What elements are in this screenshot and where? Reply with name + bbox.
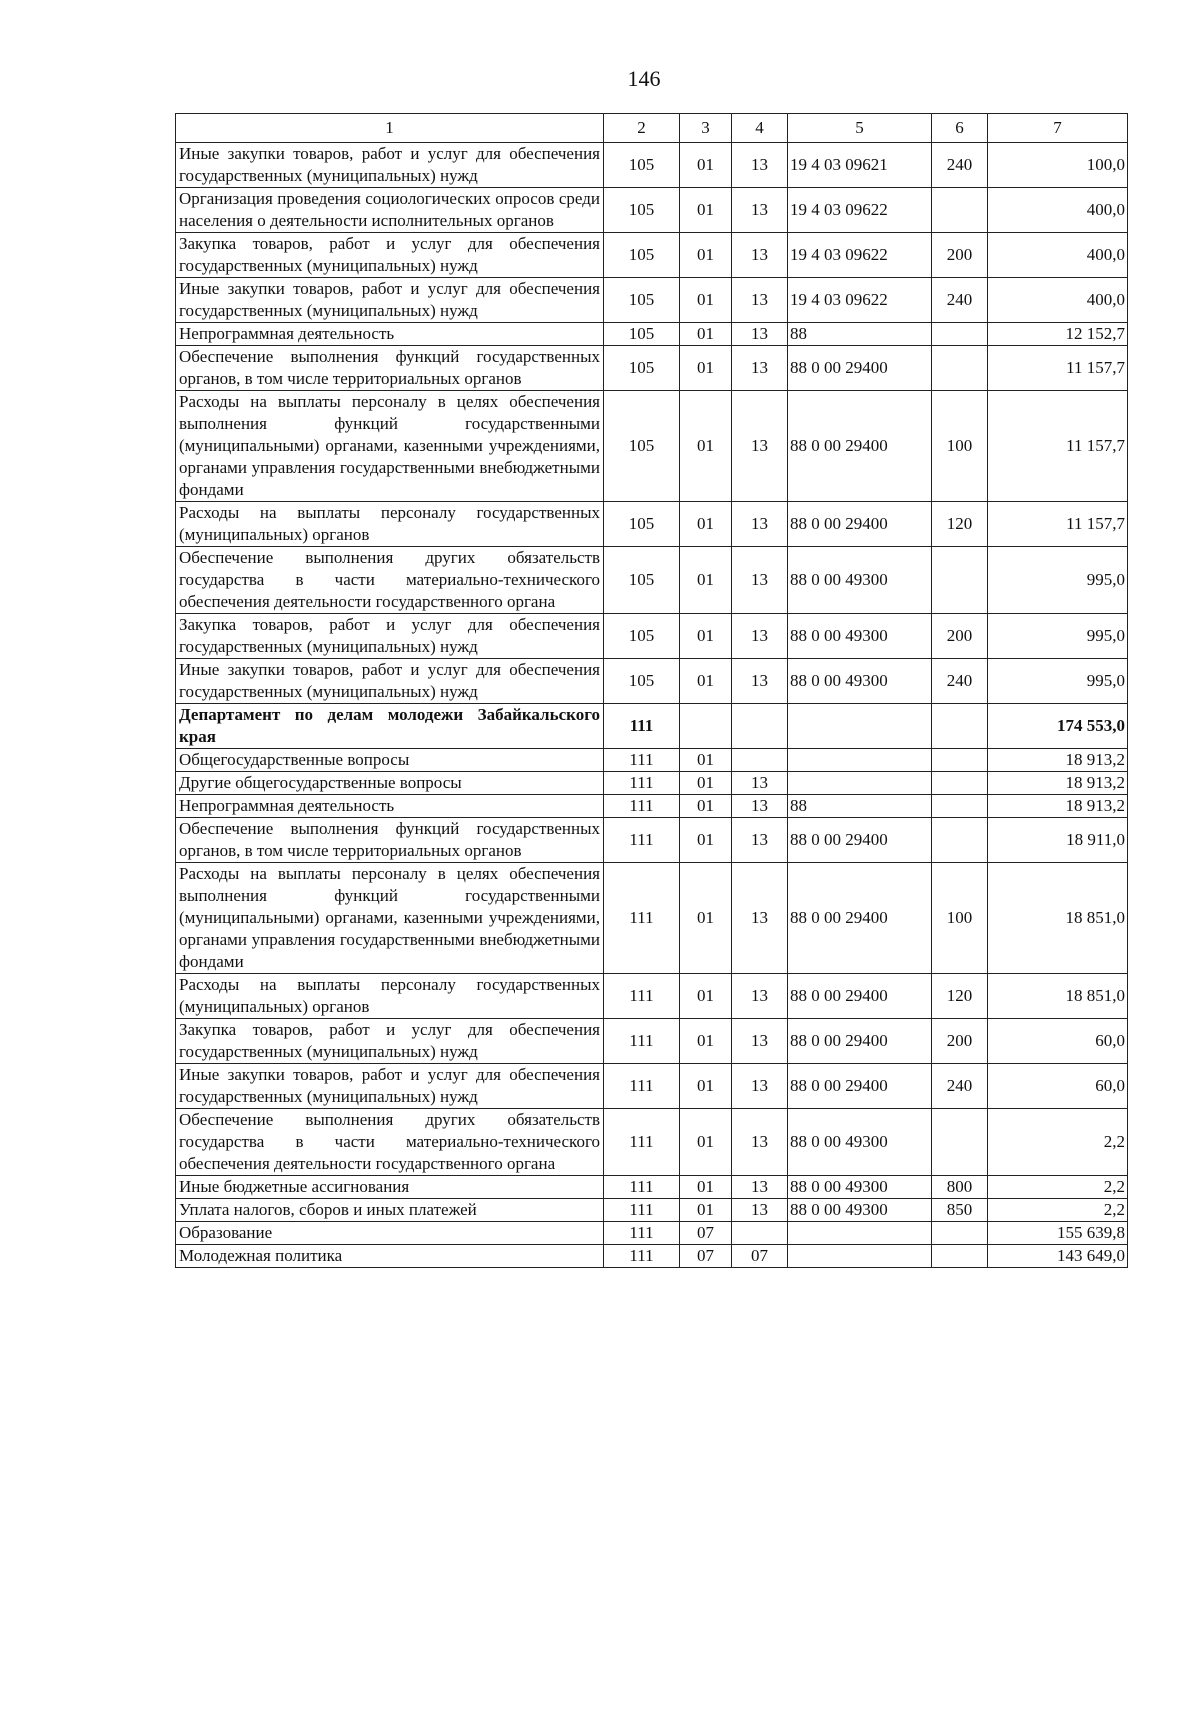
amount-cell: 11 157,7 bbox=[988, 391, 1128, 502]
code-cell: 111 bbox=[604, 1199, 680, 1222]
section-cell: 01 bbox=[680, 278, 732, 323]
section-cell: 01 bbox=[680, 818, 732, 863]
table-header-row bbox=[176, 114, 1128, 143]
row-name-cell: Иные закупки товаров, работ и услуг для обеспечения государственных (муниципальных) нужд bbox=[176, 143, 604, 188]
row-name-cell: Иные бюджетные ассигнования bbox=[176, 1176, 604, 1199]
subsection-cell: 13 bbox=[732, 1019, 788, 1064]
section-cell: 01 bbox=[680, 143, 732, 188]
code-cell: 111 bbox=[604, 749, 680, 772]
expense-type-cell: 240 bbox=[932, 143, 988, 188]
code-cell: 111 bbox=[604, 1176, 680, 1199]
row-name-cell: Обеспечение выполнения функций государственных органов, в том числе территориальных органов bbox=[176, 818, 604, 863]
subsection-cell: 13 bbox=[732, 391, 788, 502]
subsection-cell: 13 bbox=[732, 143, 788, 188]
subsection-cell bbox=[732, 704, 788, 749]
code-cell: 105 bbox=[604, 659, 680, 704]
target-article-cell: 88 0 00 29400 bbox=[788, 391, 932, 502]
section-cell: 01 bbox=[680, 659, 732, 704]
subsection-cell bbox=[732, 1222, 788, 1245]
expense-type-cell: 120 bbox=[932, 974, 988, 1019]
amount-cell: 12 152,7 bbox=[988, 323, 1128, 346]
expense-type-cell: 850 bbox=[932, 1199, 988, 1222]
header-cell: 5 bbox=[788, 114, 932, 143]
section-cell: 01 bbox=[680, 1176, 732, 1199]
table-row bbox=[176, 795, 1128, 818]
target-article-cell bbox=[788, 772, 932, 795]
expense-type-cell: 200 bbox=[932, 1019, 988, 1064]
table-row bbox=[176, 1176, 1128, 1199]
page-number: 146 bbox=[627, 66, 661, 91]
subsection-cell: 13 bbox=[732, 188, 788, 233]
table-row bbox=[176, 346, 1128, 391]
section-cell: 01 bbox=[680, 547, 732, 614]
code-cell: 105 bbox=[604, 233, 680, 278]
row-name-cell: Департамент по делам молодежи Забайкальского края bbox=[176, 704, 604, 749]
table-row bbox=[176, 1199, 1128, 1222]
row-name-cell: Иные закупки товаров, работ и услуг для обеспечения государственных (муниципальных) нужд bbox=[176, 1064, 604, 1109]
section-cell: 01 bbox=[680, 323, 732, 346]
row-name-cell: Молодежная политика bbox=[176, 1245, 604, 1268]
subsection-cell: 13 bbox=[732, 795, 788, 818]
section-cell: 01 bbox=[680, 795, 732, 818]
amount-cell: 2,2 bbox=[988, 1199, 1128, 1222]
expense-type-cell: 120 bbox=[932, 502, 988, 547]
table-row bbox=[176, 818, 1128, 863]
subsection-cell: 13 bbox=[732, 659, 788, 704]
section-cell: 07 bbox=[680, 1222, 732, 1245]
header-cell: 3 bbox=[680, 114, 732, 143]
amount-cell: 11 157,7 bbox=[988, 502, 1128, 547]
row-name-cell: Общегосударственные вопросы bbox=[176, 749, 604, 772]
subsection-cell: 13 bbox=[732, 323, 788, 346]
amount-cell: 60,0 bbox=[988, 1019, 1128, 1064]
subsection-cell: 07 bbox=[732, 1245, 788, 1268]
target-article-cell: 88 0 00 29400 bbox=[788, 1064, 932, 1109]
subsection-cell: 13 bbox=[732, 1199, 788, 1222]
expense-type-cell bbox=[932, 323, 988, 346]
budget-table bbox=[175, 113, 1128, 1268]
expense-type-cell: 200 bbox=[932, 233, 988, 278]
row-name-cell: Организация проведения социологических опросов среди населения о деятельности исполнительных органов bbox=[176, 188, 604, 233]
header-cell: 6 bbox=[932, 114, 988, 143]
expense-type-cell bbox=[932, 772, 988, 795]
row-name-cell: Закупка товаров, работ и услуг для обеспечения государственных (муниципальных) нужд bbox=[176, 1019, 604, 1064]
header-cell: 4 bbox=[732, 114, 788, 143]
section-cell: 01 bbox=[680, 502, 732, 547]
expense-type-cell: 240 bbox=[932, 1064, 988, 1109]
table-row bbox=[176, 974, 1128, 1019]
target-article-cell: 88 0 00 49300 bbox=[788, 659, 932, 704]
expense-type-cell: 100 bbox=[932, 863, 988, 974]
section-cell: 01 bbox=[680, 1109, 732, 1176]
target-article-cell: 88 0 00 29400 bbox=[788, 818, 932, 863]
code-cell: 105 bbox=[604, 323, 680, 346]
subsection-cell: 13 bbox=[732, 1176, 788, 1199]
amount-cell: 18 913,2 bbox=[988, 749, 1128, 772]
code-cell: 111 bbox=[604, 772, 680, 795]
target-article-cell: 88 0 00 49300 bbox=[788, 1109, 932, 1176]
code-cell: 111 bbox=[604, 704, 680, 749]
row-name-cell: Обеспечение выполнения других обязательств государства в части материально-технического обеспечения деятельности государственного органа bbox=[176, 547, 604, 614]
subsection-cell: 13 bbox=[732, 863, 788, 974]
target-article-cell: 19 4 03 09622 bbox=[788, 278, 932, 323]
amount-cell: 995,0 bbox=[988, 614, 1128, 659]
amount-cell: 995,0 bbox=[988, 659, 1128, 704]
amount-cell: 100,0 bbox=[988, 143, 1128, 188]
row-name-cell: Другие общегосударственные вопросы bbox=[176, 772, 604, 795]
target-article-cell: 88 0 00 29400 bbox=[788, 502, 932, 547]
amount-cell: 18 851,0 bbox=[988, 863, 1128, 974]
subsection-cell: 13 bbox=[732, 346, 788, 391]
target-article-cell: 88 bbox=[788, 323, 932, 346]
code-cell: 105 bbox=[604, 188, 680, 233]
subsection-cell: 13 bbox=[732, 233, 788, 278]
table-row bbox=[176, 659, 1128, 704]
amount-cell: 60,0 bbox=[988, 1064, 1128, 1109]
expense-type-cell: 240 bbox=[932, 659, 988, 704]
code-cell: 111 bbox=[604, 863, 680, 974]
amount-cell: 18 913,2 bbox=[988, 772, 1128, 795]
table-row bbox=[176, 1064, 1128, 1109]
amount-cell: 174 553,0 bbox=[988, 704, 1128, 749]
row-name-cell: Расходы на выплаты персоналу государственных (муниципальных) органов bbox=[176, 502, 604, 547]
table-row bbox=[176, 749, 1128, 772]
section-cell: 01 bbox=[680, 1199, 732, 1222]
table-row bbox=[176, 502, 1128, 547]
subsection-cell: 13 bbox=[732, 772, 788, 795]
target-article-cell bbox=[788, 1222, 932, 1245]
subsection-cell: 13 bbox=[732, 1064, 788, 1109]
amount-cell: 400,0 bbox=[988, 278, 1128, 323]
expense-type-cell: 800 bbox=[932, 1176, 988, 1199]
section-cell: 01 bbox=[680, 974, 732, 1019]
code-cell: 105 bbox=[604, 278, 680, 323]
amount-cell: 11 157,7 bbox=[988, 346, 1128, 391]
table-row bbox=[176, 188, 1128, 233]
amount-cell: 995,0 bbox=[988, 547, 1128, 614]
target-article-cell: 88 0 00 29400 bbox=[788, 974, 932, 1019]
row-name-cell: Непрограммная деятельность bbox=[176, 795, 604, 818]
amount-cell: 400,0 bbox=[988, 233, 1128, 278]
row-name-cell: Закупка товаров, работ и услуг для обеспечения государственных (муниципальных) нужд bbox=[176, 233, 604, 278]
table-row bbox=[176, 772, 1128, 795]
section-cell: 01 bbox=[680, 1019, 732, 1064]
expense-type-cell: 100 bbox=[932, 391, 988, 502]
amount-cell: 2,2 bbox=[988, 1176, 1128, 1199]
target-article-cell: 88 bbox=[788, 795, 932, 818]
row-name-cell: Обеспечение выполнения других обязательств государства в части материально-технического обеспечения деятельности государственного органа bbox=[176, 1109, 604, 1176]
code-cell: 105 bbox=[604, 391, 680, 502]
row-name-cell: Иные закупки товаров, работ и услуг для обеспечения государственных (муниципальных) нужд bbox=[176, 278, 604, 323]
expense-type-cell bbox=[932, 1222, 988, 1245]
amount-cell: 155 639,8 bbox=[988, 1222, 1128, 1245]
target-article-cell bbox=[788, 1245, 932, 1268]
section-cell: 01 bbox=[680, 391, 732, 502]
table-row bbox=[176, 863, 1128, 974]
row-name-cell: Расходы на выплаты персоналу в целях обеспечения выполнения функций государственными (муниципальными) органами, казенными учреждениями, органами управления государственными внебюджетными фондами bbox=[176, 391, 604, 502]
expense-type-cell bbox=[932, 704, 988, 749]
table-row bbox=[176, 233, 1128, 278]
amount-cell: 18 911,0 bbox=[988, 818, 1128, 863]
target-article-cell: 19 4 03 09622 bbox=[788, 188, 932, 233]
target-article-cell bbox=[788, 749, 932, 772]
expense-type-cell: 240 bbox=[932, 278, 988, 323]
target-article-cell: 88 0 00 29400 bbox=[788, 1019, 932, 1064]
row-name-cell: Уплата налогов, сборов и иных платежей bbox=[176, 1199, 604, 1222]
row-name-cell: Непрограммная деятельность bbox=[176, 323, 604, 346]
section-cell: 01 bbox=[680, 772, 732, 795]
target-article-cell: 88 0 00 29400 bbox=[788, 346, 932, 391]
code-cell: 111 bbox=[604, 795, 680, 818]
subsection-cell: 13 bbox=[732, 502, 788, 547]
target-article-cell: 88 0 00 49300 bbox=[788, 1176, 932, 1199]
code-cell: 111 bbox=[604, 1245, 680, 1268]
table-row bbox=[176, 1109, 1128, 1176]
amount-cell: 18 913,2 bbox=[988, 795, 1128, 818]
amount-cell: 18 851,0 bbox=[988, 974, 1128, 1019]
code-cell: 111 bbox=[604, 1222, 680, 1245]
row-name-cell: Обеспечение выполнения функций государственных органов, в том числе территориальных органов bbox=[176, 346, 604, 391]
target-article-cell: 88 0 00 29400 bbox=[788, 863, 932, 974]
table-row bbox=[176, 323, 1128, 346]
target-article-cell: 88 0 00 49300 bbox=[788, 547, 932, 614]
target-article-cell: 19 4 03 09621 bbox=[788, 143, 932, 188]
expense-type-cell bbox=[932, 795, 988, 818]
section-cell bbox=[680, 704, 732, 749]
subsection-cell bbox=[732, 749, 788, 772]
code-cell: 105 bbox=[604, 547, 680, 614]
section-cell: 01 bbox=[680, 346, 732, 391]
expense-type-cell: 200 bbox=[932, 614, 988, 659]
code-cell: 111 bbox=[604, 1019, 680, 1064]
section-cell: 01 bbox=[680, 1064, 732, 1109]
target-article-cell: 88 0 00 49300 bbox=[788, 614, 932, 659]
code-cell: 105 bbox=[604, 614, 680, 659]
code-cell: 111 bbox=[604, 1064, 680, 1109]
subsection-cell: 13 bbox=[732, 1109, 788, 1176]
target-article-cell bbox=[788, 704, 932, 749]
amount-cell: 143 649,0 bbox=[988, 1245, 1128, 1268]
section-cell: 07 bbox=[680, 1245, 732, 1268]
subsection-cell: 13 bbox=[732, 547, 788, 614]
table-row bbox=[176, 278, 1128, 323]
header-cell: 2 bbox=[604, 114, 680, 143]
expense-type-cell bbox=[932, 1109, 988, 1176]
row-name-cell: Закупка товаров, работ и услуг для обеспечения государственных (муниципальных) нужд bbox=[176, 614, 604, 659]
expense-type-cell bbox=[932, 188, 988, 233]
table-row bbox=[176, 391, 1128, 502]
table-row bbox=[176, 704, 1128, 749]
code-cell: 105 bbox=[604, 502, 680, 547]
code-cell: 111 bbox=[604, 974, 680, 1019]
section-cell: 01 bbox=[680, 233, 732, 278]
expense-type-cell bbox=[932, 818, 988, 863]
target-article-cell: 88 0 00 49300 bbox=[788, 1199, 932, 1222]
table-row bbox=[176, 614, 1128, 659]
header-cell: 7 bbox=[988, 114, 1128, 143]
header-cell: 1 bbox=[176, 114, 604, 143]
subsection-cell: 13 bbox=[732, 278, 788, 323]
row-name-cell: Образование bbox=[176, 1222, 604, 1245]
amount-cell: 2,2 bbox=[988, 1109, 1128, 1176]
section-cell: 01 bbox=[680, 188, 732, 233]
section-cell: 01 bbox=[680, 749, 732, 772]
target-article-cell: 19 4 03 09622 bbox=[788, 233, 932, 278]
section-cell: 01 bbox=[680, 863, 732, 974]
table-row bbox=[176, 1245, 1128, 1268]
section-cell: 01 bbox=[680, 614, 732, 659]
row-name-cell: Расходы на выплаты персоналу государственных (муниципальных) органов bbox=[176, 974, 604, 1019]
amount-cell: 400,0 bbox=[988, 188, 1128, 233]
subsection-cell: 13 bbox=[732, 974, 788, 1019]
expense-type-cell bbox=[932, 346, 988, 391]
table-row bbox=[176, 143, 1128, 188]
expense-type-cell bbox=[932, 749, 988, 772]
subsection-cell: 13 bbox=[732, 818, 788, 863]
row-name-cell: Иные закупки товаров, работ и услуг для обеспечения государственных (муниципальных) нужд bbox=[176, 659, 604, 704]
code-cell: 105 bbox=[604, 143, 680, 188]
table-row bbox=[176, 1019, 1128, 1064]
row-name-cell: Расходы на выплаты персоналу в целях обеспечения выполнения функций государственными (муниципальными) органами, казенными учреждениями, органами управления государственными внебюджетными фондами bbox=[176, 863, 604, 974]
table-row bbox=[176, 547, 1128, 614]
expense-type-cell bbox=[932, 1245, 988, 1268]
code-cell: 111 bbox=[604, 1109, 680, 1176]
code-cell: 105 bbox=[604, 346, 680, 391]
code-cell: 111 bbox=[604, 818, 680, 863]
table-row bbox=[176, 1222, 1128, 1245]
expense-type-cell bbox=[932, 547, 988, 614]
subsection-cell: 13 bbox=[732, 614, 788, 659]
